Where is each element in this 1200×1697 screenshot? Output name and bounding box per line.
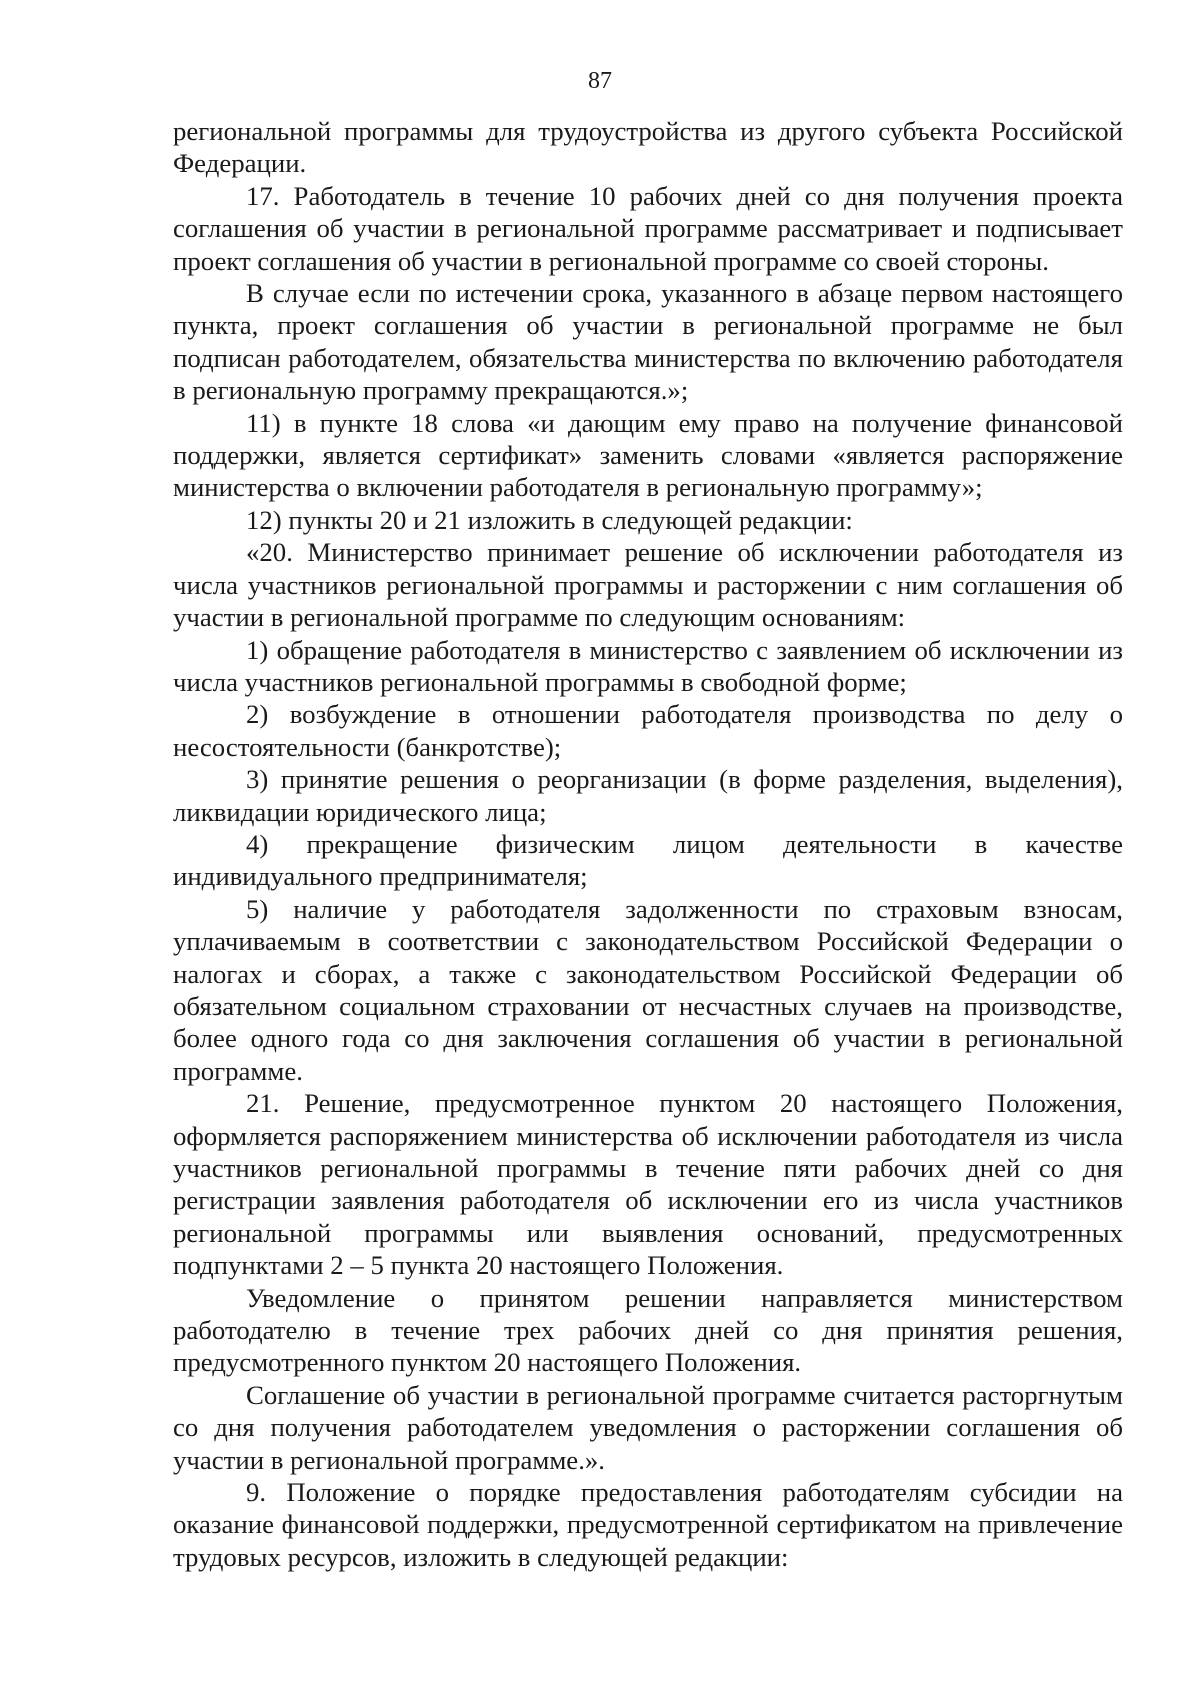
paragraph-notification: Уведомление о принятом решении направляется министерством работодателю в течение трех рабочих дней со дня принятия решения, предусмотренного пунктом 20 настоящего Положения. bbox=[173, 1282, 1123, 1378]
paragraph-ground-3: 3) принятие решения о реорганизации (в форме разделения, выделения), ликвидации юридического лица; bbox=[173, 764, 1123, 827]
paragraph-item-17-second: В случае если по истечении срока, указанного в абзаце первом настоящего пункта, проект соглашения об участии в региональной программе не был подписан работодателем, обязательства министерства по включению работодателя в региональную программу прекращаются.»; bbox=[173, 278, 1123, 406]
paragraph-item-21: 21. Решение, предусмотренное пунктом 20 настоящего Положения, оформляется распоряжением министерства об исключении работодателя из числа участников региональной программы в течение пяти рабочих дней со дня регистрации заявления работодателя об исключении его из числа участников региональной программы или выявления оснований, предусмотренных подпунктами 2 – 5 пункта 20 настоящего Положения. bbox=[173, 1088, 1123, 1281]
paragraph-agreement-terminated: Соглашение об участии в региональной программе считается расторгнутым со дня получения работодателем уведомления о расторжении соглашения об участии в региональной программе.». bbox=[173, 1379, 1123, 1475]
paragraph-ground-2: 2) возбуждение в отношении работодателя производства по делу о несостоятельности (банкротстве); bbox=[173, 699, 1123, 762]
document-body bbox=[173, 115, 1123, 1573]
page-number: 87 bbox=[588, 68, 612, 94]
paragraph-ground-5: 5) наличие у работодателя задолженности по страховым взносам, уплачиваемым в соответствии с законодательством Российской Федерации о налогах и сборах, а также с законодательством Российской Федерации об обязательном социальном страховании от несчастных случаев на производстве, более одного года со дня заключения соглашения об участии в региональной программе. bbox=[173, 893, 1123, 1086]
paragraph-subitem-12: 12) пункты 20 и 21 изложить в следующей редакции: bbox=[246, 504, 853, 535]
paragraph-ground-1: 1) обращение работодателя в министерство с заявлением об исключении из числа участников региональной программы в свободной форме; bbox=[173, 634, 1123, 697]
paragraph-ground-4: 4) прекращение физическим лицом деятельности в качестве индивидуального предпринимателя; bbox=[173, 828, 1123, 892]
paragraph-item-17: 17. Работодатель в течение 10 рабочих дней со дня получения проекта соглашения об участии в региональной программе рассматривает и подписывает проект соглашения об участии в региональной программе со своей стороны. bbox=[173, 180, 1123, 276]
paragraph-item-9: 9. Положение о порядке предоставления работодателям субсидии на оказание финансовой поддержки, предусмотренной сертификатом на привлечение трудовых ресурсов, изложить в следующей редакции: bbox=[173, 1477, 1123, 1572]
paragraph-continuation: региональной программы для трудоустройства из другого субъекта Российской Федерации. bbox=[173, 116, 1123, 179]
paragraph-item-20: «20. Министерство принимает решение об исключении работодателя из числа участников региональной программы и расторжении с ним соглашения об участии в региональной программе по следующим основаниям: bbox=[173, 537, 1123, 633]
paragraph-subitem-11: 11) в пункте 18 слова «и дающим ему право на получение финансовой поддержки, является сертификат» заменить словами «является распоряжение министерства о включении работодателя в региональную программу»; bbox=[173, 407, 1123, 503]
